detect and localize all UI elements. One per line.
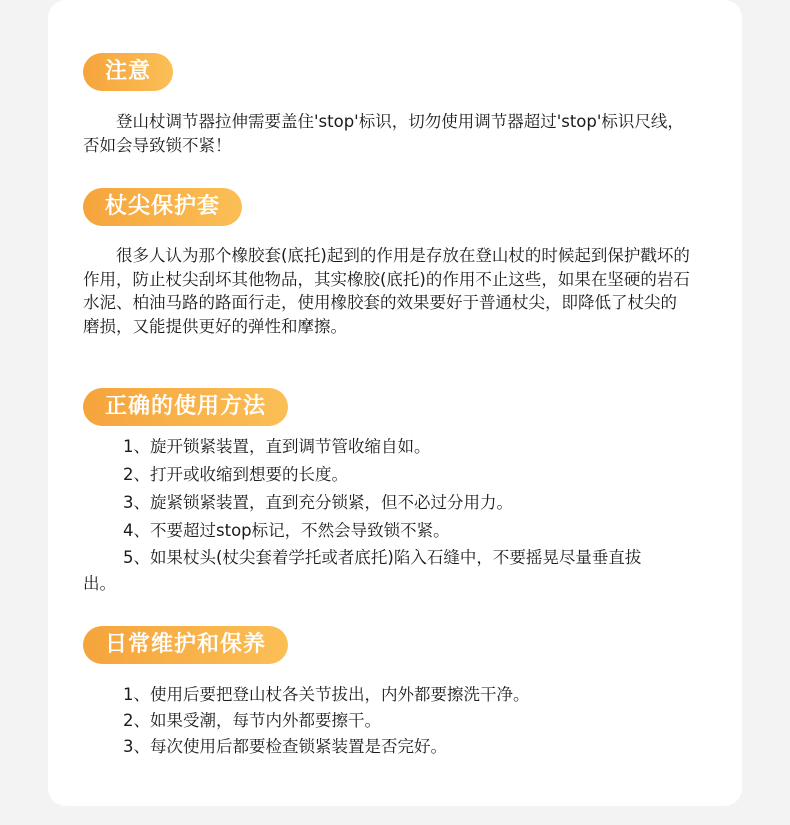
list-item: 1、使用后要把登山杖各关节拔出，内外都要擦洗干净。 (123, 685, 530, 704)
maintenance-list (83, 682, 693, 760)
notice-text: 登山杖调节器拉伸需要盖住'stop'标识，切勿使用调节器超过'stop'标识尺线，否如会导致锁不紧！ (83, 112, 684, 155)
list-item: 1、旋开锁紧装置，直到调节管收缩自如。 (123, 437, 431, 456)
tip-cover-section (83, 188, 693, 338)
list-item: 5、如果杖头(杖尖套着学托或者底托)陷入石缝中，不要摇晃尽量垂直拔出。 (83, 548, 642, 593)
usage-section (83, 388, 693, 597)
list-item: 3、每次使用后都要检查锁紧装置是否完好。 (123, 737, 447, 756)
maintenance-section (83, 626, 693, 760)
list-item: 4、不要超过stop标记，不然会导致锁不紧。 (123, 521, 450, 540)
usage-list (83, 433, 693, 597)
list-item: 2、如果受潮，每节内外都要擦干。 (123, 711, 381, 730)
list-item: 2、打开或收缩到想要的长度。 (123, 465, 348, 484)
notice-title-badge: 注意 (83, 53, 173, 91)
notice-section (83, 53, 693, 157)
usage-title-badge: 正确的使用方法 (83, 388, 288, 426)
maintenance-title-badge: 日常维护和保养 (83, 626, 288, 664)
tip-cover-text: 很多人认为那个橡胶套(底托)起到的作用是存放在登山杖的时候起到保护戳坏的作用，防止杖尖刮坏其他物品，其实橡胶(底托)的作用不止这些，如果在坚硬的岩石水泥、柏油马路的路面行走，使用橡胶套的效果要好于普通杖尖，即降低了杖尖的磨损，又能提供更好的弹性和摩擦。 (83, 246, 690, 336)
tip-cover-title-badge: 杖尖保护套 (83, 188, 242, 226)
list-item: 3、旋紧锁紧装置，直到充分锁紧，但不必过分用力。 (123, 493, 513, 512)
